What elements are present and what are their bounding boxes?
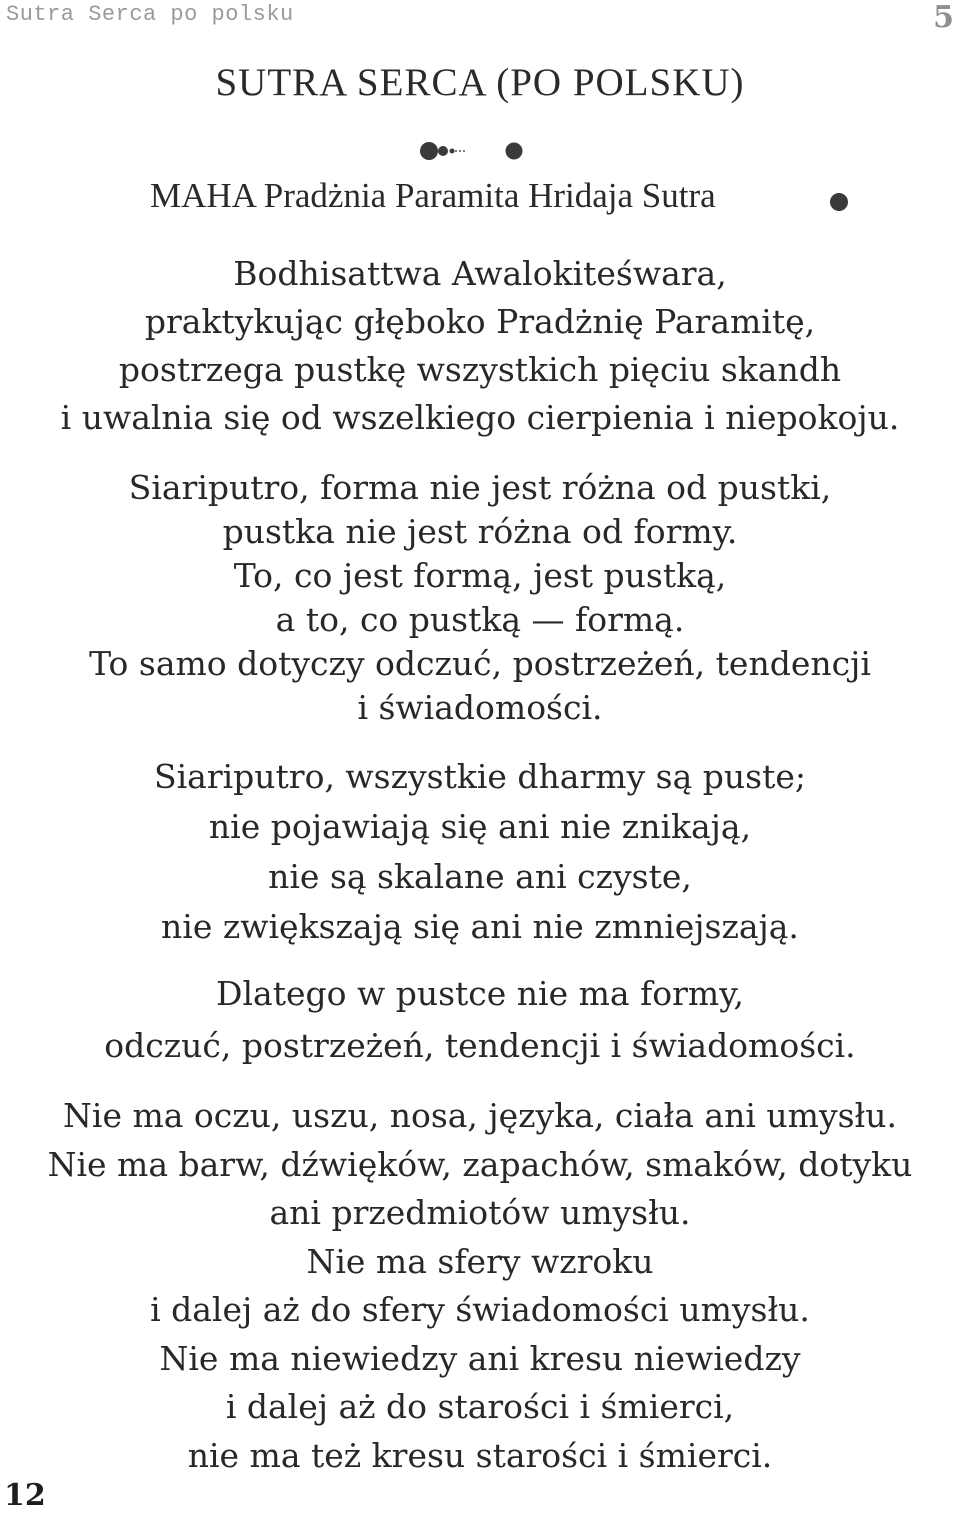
verse-line: nie ma też kresu starości i śmierci. [187,1435,773,1475]
running-head: Sutra Serca po polsku [6,2,294,27]
verse-line: Nie ma sfery wzroku [306,1241,654,1281]
stanza [0,250,960,442]
ornament-dot [830,193,848,211]
stanza [0,466,960,730]
verse-line: Nie ma barw, dźwięków, zapachów, smaków, dotyku [47,1144,913,1184]
verse-line: Dlatego w pustce nie ma formy, [216,974,744,1013]
stanza [0,1092,960,1480]
verse-line: pustka nie jest różna od formy. [222,512,738,551]
verse-line: Siariputro, wszystkie dharmy są puste; [154,757,806,796]
verse-line: i uwalnia się od wszelkiego cierpienia i niepokoju. [60,398,900,437]
verse-line: Siariputro, forma nie jest różna od pustki, [128,468,832,507]
ornament-divider [418,140,528,164]
verse-line: Nie ma niewiedzy ani kresu niewiedzy [159,1338,801,1378]
verse-line: ani przedmiotów umysłu. [269,1193,691,1232]
verse-line: Nie ma oczu, uszu, nosa, języka, ciała ani umysłu. [63,1096,897,1135]
verse-line: nie pojawiają się ani nie znikają, [208,807,752,846]
verse-line: nie są skalane ani czyste, [268,857,692,896]
stanza [0,968,960,1072]
verse-line: odczuć, postrzeżeń, tendencji i świadomości. [104,1026,856,1065]
verse-line: postrzega pustkę wszystkich pięciu skandh [118,350,842,389]
verse-line: Bodhisattwa Awalokiteśwara, [233,254,727,293]
verse-line: To, co jest formą, jest pustką, [233,556,727,595]
verse-line: a to, co pustką — formą. [275,600,685,639]
verse-line: To samo dotyczy odczuć, postrzeżeń, tendencji [89,644,871,683]
sutra-subtitle: MAHA Pradżnia Paramita Hridaja Sutra [150,176,716,215]
verse-line: nie zwiększają się ani nie zmniejszają. [161,907,799,946]
verse-line: praktykując głęboko Pradżnię Paramitę, [144,302,816,341]
verse-line: i dalej aż do sfery świadomości umysłu. [150,1290,810,1329]
verse-line: i świadomości. [357,688,603,727]
page-number-top: 5 [933,0,954,35]
page-number-bottom: 12 [4,1478,46,1513]
stanza [0,752,960,952]
page-title: SUTRA SERCA (PO POLSKU) [215,61,745,104]
sutra-text [0,250,960,1480]
verse-line: i dalej aż do starości i śmierci, [225,1387,735,1426]
